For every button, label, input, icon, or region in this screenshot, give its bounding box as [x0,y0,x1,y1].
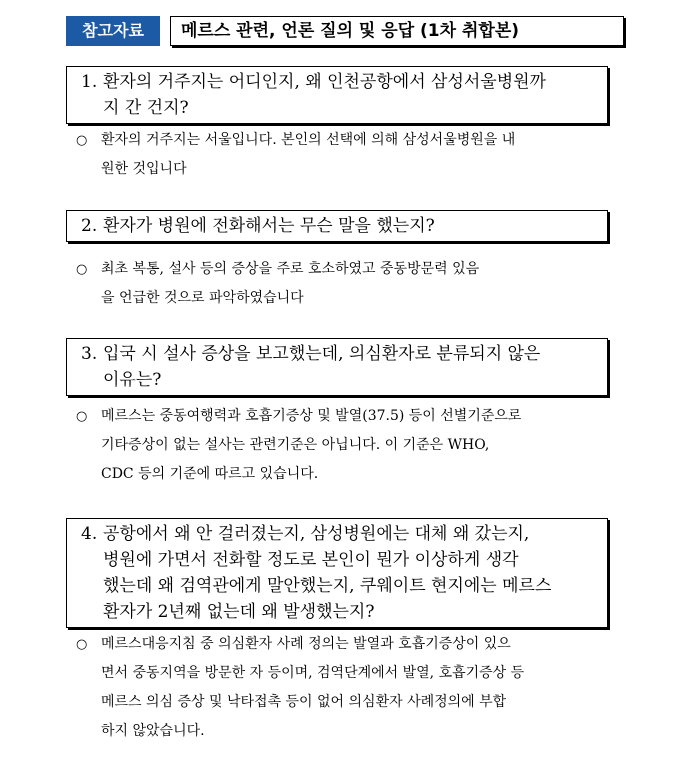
bullet-circle-icon: ○ [76,637,88,652]
bullet-circle-icon: ○ [76,133,88,148]
question-1 [66,66,608,124]
question-line: 했는데 왜 검역관에게 말안했는지, 쿠웨이트 현지에는 메르스 [103,576,552,596]
bullet-circle-icon: ○ [76,409,88,424]
answer-2 [76,255,616,313]
answer-line: 환자의 거주지는 서울입니다. 본인의 선택에 의해 삼성서울병원을 내 [101,132,516,148]
answer-line: CDC 등의 기준에 따르고 있습니다. [101,466,319,482]
page-title: 메르스 관련, 언론 질의 및 응답 (1차 취합본) [170,16,624,46]
reference-tag: 참고자료 [66,16,160,46]
question-3 [66,338,608,396]
question-line: 이유는? [103,370,162,390]
bullet-circle-icon: ○ [76,262,88,277]
question-4 [66,518,608,628]
answer-line: 메르스 의심 증상 및 낙타접촉 등이 없어 의심환자 사례정의에 부합 [101,694,507,710]
answer-4 [76,630,616,746]
question-number: 2. [81,216,98,236]
answer-line: 면서 중동지역을 방문한 자 등이며, 검역단계에서 발열, 호흡기증상 등 [101,665,525,681]
question-number: 4. [81,524,98,544]
question-line: 병원에 가면서 전화할 정도로 본인이 뭔가 이상하게 생각 [103,550,519,570]
question-line: 지 간 건지? [103,98,189,118]
answer-3 [76,402,616,489]
answer-line: 최초 복통, 설사 등의 증상을 주로 호소하였고 중동방문력 있음 [101,261,480,277]
question-line: 입국 시 설사 증상을 보고했는데, 의심환자로 분류되지 않은 [103,344,541,364]
question-line: 공항에서 왜 안 걸러졌는지, 삼성병원에는 대체 왜 갔는지, [103,524,530,544]
question-number: 3. [81,344,98,364]
answer-line: 원한 것입니다 [101,161,187,177]
question-line: 환자가 병원에 전화해서는 무슨 말을 했는지? [103,216,435,236]
question-line: 환자가 2년째 없는데 왜 발생했는지? [103,602,375,622]
question-2 [66,210,608,242]
answer-line: 하지 않았습니다. [101,723,205,739]
question-line: 환자의 거주지는 어디인지, 왜 인천공항에서 삼성서울병원까 [103,72,546,92]
answer-1 [76,126,616,184]
answer-line: 을 언급한 것으로 파악하였습니다 [101,290,304,306]
answer-line: 기타증상이 없는 설사는 관련기준은 아닙니다. 이 기준은 WHO, [101,437,490,453]
answer-line: 메르스는 중동여행력과 호흡기증상 및 발열(37.5) 등이 선별기준으로 [101,408,522,424]
answer-line: 메르스대응지침 중 의심환자 사례 정의는 발열과 호흡기증상이 있으 [101,636,511,652]
question-number: 1. [81,72,98,92]
